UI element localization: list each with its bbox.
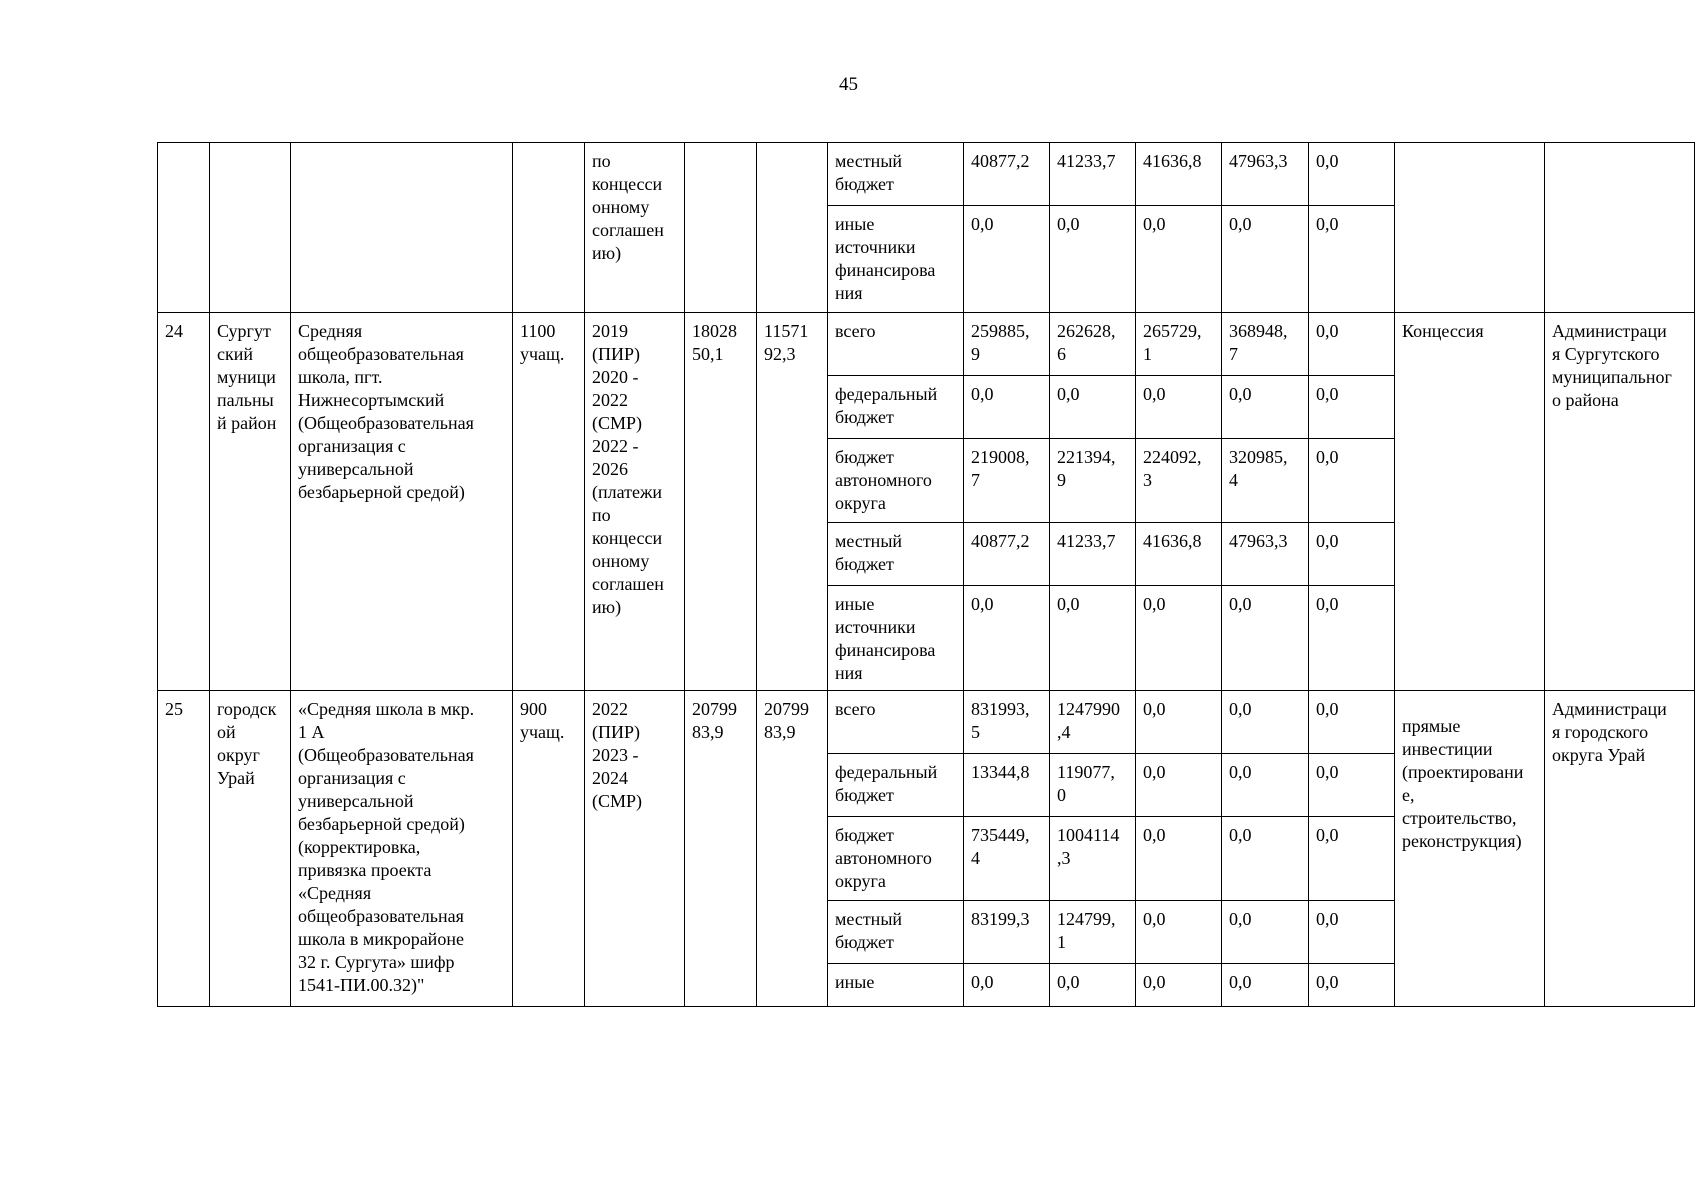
cell-line: учащ.	[520, 344, 565, 364]
cell-line: 0,0	[971, 594, 994, 614]
cell-line: 259885,	[971, 321, 1030, 341]
value-cell	[1222, 439, 1309, 523]
cell-line: 4	[971, 848, 980, 868]
cell-line: 2019	[592, 321, 628, 341]
cell-line: (Общеобразовательная	[298, 413, 474, 433]
cell-line: (ПИР)	[592, 344, 640, 364]
cell-line: 3	[1143, 470, 1152, 490]
cell-line: муници	[217, 367, 276, 387]
period-cell	[585, 313, 685, 691]
cell-line: 2022	[592, 699, 628, 719]
cell-line: универсальной	[298, 791, 414, 811]
value-cell	[1136, 901, 1222, 964]
cell-line: 2023 -	[592, 745, 639, 765]
value-cell	[1222, 691, 1309, 754]
cell-line: округа	[835, 493, 886, 513]
value-cell	[964, 376, 1050, 439]
object-cell	[291, 691, 513, 1007]
remaining-cost-cell	[757, 143, 828, 313]
funding-source-cell	[828, 817, 964, 901]
cell-line: 83,9	[692, 722, 724, 742]
investment-table	[157, 142, 1695, 1007]
cell-line: местный	[835, 531, 903, 551]
value-cell	[1050, 523, 1136, 586]
cell-line: 0,0	[1316, 531, 1339, 551]
value-cell	[964, 523, 1050, 586]
cell-line: школа, пгт.	[298, 367, 383, 387]
value-cell	[1222, 901, 1309, 964]
value-cell: 0,0	[1136, 206, 1222, 313]
cell-line: по	[592, 151, 611, 171]
cell-line: прямые	[1402, 716, 1461, 736]
total-cost-cell	[685, 143, 757, 313]
cell-line: онному	[592, 197, 650, 217]
cell-line: 0,0	[1316, 825, 1339, 845]
municipality-cell	[210, 143, 291, 313]
cell-line: 2022	[592, 390, 628, 410]
value-cell: 0,0	[964, 206, 1050, 313]
cell-line: 0,0	[1316, 384, 1339, 404]
cell-line: организация с	[298, 436, 406, 456]
cell-line: 50,1	[692, 344, 724, 364]
cell-line: бюджет	[835, 825, 894, 845]
cell-line: 18028	[692, 321, 737, 341]
cell-line: 1	[1143, 344, 1152, 364]
value-cell	[1309, 691, 1395, 754]
funding-source-cell	[828, 586, 964, 691]
cell-line: 900	[520, 699, 547, 719]
cell-line: общеобразовательная	[298, 906, 464, 926]
cell-line: 0,0	[1316, 762, 1339, 782]
cell-line: 0,0	[971, 384, 994, 404]
table-row	[158, 691, 1695, 754]
cell-line: (СМР)	[592, 413, 643, 433]
cell-line: округа Урай	[1552, 745, 1646, 765]
cell-line: 9	[1057, 470, 1066, 490]
cell-line: Сургут	[217, 321, 271, 341]
value-cell: 0,0	[1050, 206, 1136, 313]
value-cell	[1222, 313, 1309, 376]
cell-line: «Средняя	[298, 883, 372, 903]
cell-line: 0,0	[1143, 972, 1166, 992]
cell-line: 1247990	[1057, 699, 1120, 719]
cell-line: 9	[971, 344, 980, 364]
value-cell	[1136, 754, 1222, 817]
cell-line: источники	[835, 237, 916, 257]
funding-source-cell	[828, 206, 964, 313]
remaining-cost-cell	[757, 691, 828, 1007]
cell-line: округа	[835, 871, 886, 891]
cell-line: 0,0	[1143, 909, 1166, 929]
cell-line: 6	[1057, 344, 1066, 364]
table-row	[158, 143, 1695, 206]
cell-line: 221394,	[1057, 447, 1116, 467]
cell-line: по	[592, 505, 611, 525]
value-cell	[1136, 439, 1222, 523]
cell-line: финансирова	[835, 640, 936, 660]
value-cell	[1222, 376, 1309, 439]
cell-line: строительство,	[1402, 808, 1517, 828]
cell-line: 7	[1229, 344, 1238, 364]
cell-line: финансирова	[835, 260, 936, 280]
cell-line: Администраци	[1552, 321, 1667, 341]
funding-source-cell	[828, 143, 964, 206]
cell-line: 92,3	[764, 344, 796, 364]
value-cell	[1309, 817, 1395, 901]
value-cell	[1050, 691, 1136, 754]
cell-line: Урай	[217, 768, 255, 788]
cell-line: бюджет	[835, 785, 894, 805]
cell-line: (проектировани	[1402, 762, 1524, 782]
cell-line: округ	[217, 745, 260, 765]
cell-line: 41636,8	[1143, 531, 1202, 551]
value-cell	[1309, 754, 1395, 817]
cell-line: 0,0	[1143, 384, 1166, 404]
cell-line: ию)	[592, 597, 622, 617]
municipality-cell	[210, 691, 291, 1007]
cell-line: 2024	[592, 768, 628, 788]
cell-line: 20799	[692, 699, 737, 719]
value-cell	[964, 754, 1050, 817]
cell-line: автономного	[835, 848, 932, 868]
cell-line: концесси	[592, 528, 663, 548]
cell-line: (корректировка,	[298, 837, 421, 857]
cell-line: бюджет	[835, 407, 894, 427]
cell-line: 1 А	[298, 722, 325, 742]
funding-source-cell	[828, 754, 964, 817]
cell-line: 0,0	[1229, 594, 1252, 614]
value-cell	[1309, 964, 1395, 1007]
cell-line: пальны	[217, 390, 274, 410]
municipality-cell	[210, 313, 291, 691]
value-cell	[1309, 523, 1395, 586]
cell-line: 124799,	[1057, 909, 1116, 929]
funding-source-cell	[828, 439, 964, 523]
cell-line: 0,0	[1316, 972, 1339, 992]
value-cell	[1050, 754, 1136, 817]
cell-line: 32 г. Сургута» шифр	[298, 952, 455, 972]
cell-line: ,4	[1057, 722, 1071, 742]
cell-line: е,	[1402, 785, 1415, 805]
value-cell	[964, 817, 1050, 901]
cell-line: онному	[592, 551, 650, 571]
capacity-cell	[513, 313, 585, 691]
cell-line: бюджет	[835, 447, 894, 467]
cell-line: 24	[165, 321, 183, 341]
cell-line: всего	[835, 699, 876, 719]
value-cell	[1050, 964, 1136, 1007]
cell-line: 735449,	[971, 825, 1030, 845]
value-cell	[964, 439, 1050, 523]
cell-line: 0,0	[1143, 762, 1166, 782]
cell-line: федеральный	[835, 762, 938, 782]
cell-line: Администраци	[1552, 699, 1667, 719]
cell-line: 1004114	[1057, 825, 1120, 845]
value-cell	[1136, 586, 1222, 691]
cell-line: 0,0	[1229, 384, 1252, 404]
cell-line: 0,0	[1229, 825, 1252, 845]
cell-line: 1100	[520, 321, 556, 341]
cell-line: бюджет	[835, 932, 894, 952]
funding-source-cell	[828, 964, 964, 1007]
value-cell	[1222, 817, 1309, 901]
cell-line: Концессия	[1402, 321, 1484, 341]
cell-line: 0,0	[1143, 825, 1166, 845]
cell-line: (Общеобразовательная	[298, 745, 474, 765]
value-cell	[964, 691, 1050, 754]
cell-line: бюджет	[835, 174, 894, 194]
funding-source-cell	[828, 523, 964, 586]
funding-source-cell	[828, 313, 964, 376]
cell-line: 2026	[592, 459, 628, 479]
cell-line: 0,0	[971, 972, 994, 992]
cell-line: 0,0	[1057, 594, 1080, 614]
value-cell	[964, 313, 1050, 376]
cell-line: 47963,3	[1229, 531, 1288, 551]
cell-line: 1541-ПИ.00.32)"	[298, 975, 425, 995]
cell-line: я Сургутского	[1552, 344, 1660, 364]
cell-line: ой	[217, 722, 236, 742]
value-cell	[1050, 901, 1136, 964]
value-cell	[1222, 586, 1309, 691]
cell-line: 5	[971, 722, 980, 742]
value-cell: 41636,8	[1136, 143, 1222, 206]
cell-line: Средняя	[298, 321, 363, 341]
value-cell	[1050, 376, 1136, 439]
cell-line: 0,0	[1316, 594, 1339, 614]
cell-line: 7	[971, 470, 980, 490]
value-cell	[1136, 817, 1222, 901]
cell-line: 224092,	[1143, 447, 1202, 467]
cell-line: 0,0	[1229, 699, 1252, 719]
cell-line: 368948,	[1229, 321, 1288, 341]
cell-line: 11571	[764, 321, 809, 341]
cell-line: 83,9	[764, 722, 796, 742]
capacity-cell	[513, 143, 585, 313]
cell-line: 20799	[764, 699, 809, 719]
cell-line: бюджет	[835, 554, 894, 574]
value-cell: 0,0	[1222, 206, 1309, 313]
remaining-cost-cell	[757, 313, 828, 691]
cell-line: автономного	[835, 470, 932, 490]
value-cell	[1309, 439, 1395, 523]
cell-line: ния	[835, 663, 863, 683]
cell-line: 831993,	[971, 699, 1030, 719]
value-cell	[1050, 817, 1136, 901]
cell-line: федеральный	[835, 384, 938, 404]
num-cell	[158, 143, 210, 313]
cell-line: «Средняя школа в мкр.	[298, 699, 475, 719]
value-cell	[1050, 313, 1136, 376]
cell-line: организация с	[298, 768, 406, 788]
cell-line: привязка проекта	[298, 860, 432, 880]
page-number: 45	[839, 74, 858, 95]
cell-line: универсальной	[298, 459, 414, 479]
cell-line: всего	[835, 321, 876, 341]
cell-line: 262628,	[1057, 321, 1116, 341]
value-cell	[1222, 523, 1309, 586]
value-cell: 41233,7	[1050, 143, 1136, 206]
value-cell	[964, 586, 1050, 691]
value-cell	[1222, 754, 1309, 817]
total-cost-cell	[685, 691, 757, 1007]
cell-line: 0,0	[1316, 909, 1339, 929]
cell-line: (платежи	[592, 482, 663, 502]
cell-line: 0,0	[1229, 909, 1252, 929]
value-cell	[1136, 691, 1222, 754]
cell-line: й район	[217, 413, 277, 433]
capacity-cell	[513, 691, 585, 1007]
cell-line: ,3	[1057, 848, 1071, 868]
cell-line: местный	[835, 909, 903, 929]
value-cell	[1309, 901, 1395, 964]
mechanism-cell	[1395, 691, 1545, 1007]
funding-source-cell	[828, 691, 964, 754]
cell-line: 0,0	[1316, 699, 1339, 719]
num-cell	[158, 313, 210, 691]
cell-line: местный	[835, 151, 903, 171]
value-cell: 0,0	[1309, 143, 1395, 206]
cell-line: 41233,7	[1057, 531, 1116, 551]
cell-line: (ПИР)	[592, 722, 640, 742]
table-row	[158, 313, 1695, 376]
cell-line: концесси	[592, 174, 663, 194]
cell-line: муниципальног	[1552, 367, 1672, 387]
object-cell	[291, 313, 513, 691]
cell-line: 0,0	[1229, 972, 1252, 992]
cell-line: ию)	[592, 243, 622, 263]
cell-line: реконструкция)	[1402, 831, 1522, 851]
cell-line: я городского	[1552, 722, 1649, 742]
cell-line: иные	[835, 594, 875, 614]
cell-line: 25	[165, 699, 183, 719]
cell-line: учащ.	[520, 722, 565, 742]
cell-line: 0,0	[1057, 384, 1080, 404]
value-cell	[964, 901, 1050, 964]
cell-line: 119077,	[1057, 762, 1115, 782]
value-cell	[1309, 313, 1395, 376]
cell-line: 219008,	[971, 447, 1030, 467]
cell-line: (СМР)	[592, 791, 643, 811]
value-cell	[1136, 523, 1222, 586]
cell-line: соглашен	[592, 574, 664, 594]
cell-line: 0,0	[1316, 447, 1339, 467]
cell-line: Нижнесортымский	[298, 390, 445, 410]
responsible-cell	[1545, 313, 1695, 691]
cell-line: 1	[1057, 932, 1066, 952]
mechanism-cell	[1395, 143, 1545, 313]
value-cell	[1050, 586, 1136, 691]
value-cell	[1136, 964, 1222, 1007]
responsible-cell	[1545, 143, 1695, 313]
cell-line: 40877,2	[971, 531, 1030, 551]
cell-line: 0	[1057, 785, 1066, 805]
cell-line: 0,0	[1316, 321, 1339, 341]
value-cell	[964, 964, 1050, 1007]
value-cell	[1222, 964, 1309, 1007]
object-cell	[291, 143, 513, 313]
period-cell	[585, 691, 685, 1007]
total-cost-cell	[685, 313, 757, 691]
funding-source-cell	[828, 901, 964, 964]
cell-line: 0,0	[1143, 699, 1166, 719]
cell-line: иные	[835, 972, 875, 992]
cell-line: 2022 -	[592, 436, 639, 456]
cell-line: 0,0	[1143, 594, 1166, 614]
cell-line: 0,0	[1057, 972, 1080, 992]
value-cell: 47963,3	[1222, 143, 1309, 206]
value-cell: 0,0	[1309, 206, 1395, 313]
cell-line: 265729,	[1143, 321, 1202, 341]
value-cell	[1309, 586, 1395, 691]
cell-line: 83199,3	[971, 909, 1030, 929]
cell-line: безбарьерной средой)	[298, 814, 465, 834]
cell-line: школа в микрорайоне	[298, 929, 464, 949]
period-cell	[585, 143, 685, 313]
value-cell	[1136, 376, 1222, 439]
cell-line: источники	[835, 617, 916, 637]
value-cell	[1136, 313, 1222, 376]
mechanism-cell	[1395, 313, 1545, 691]
cell-line: иные	[835, 214, 875, 234]
value-cell: 40877,2	[964, 143, 1050, 206]
cell-line: 320985,	[1229, 447, 1288, 467]
cell-line: инвестиции	[1402, 739, 1493, 759]
responsible-cell	[1545, 691, 1695, 1007]
cell-line: 2020 -	[592, 367, 639, 387]
cell-line: безбарьерной средой)	[298, 482, 465, 502]
table-body	[158, 143, 1695, 1007]
cell-line: ский	[217, 344, 253, 364]
funding-source-cell	[828, 376, 964, 439]
cell-line: соглашен	[592, 220, 664, 240]
cell-line: 13344,8	[971, 762, 1030, 782]
cell-line: ния	[835, 283, 863, 303]
value-cell	[1050, 439, 1136, 523]
value-cell	[1309, 376, 1395, 439]
num-cell	[158, 691, 210, 1007]
cell-line: о района	[1552, 390, 1619, 410]
cell-line: городск	[217, 699, 277, 719]
cell-line: общеобразовательная	[298, 344, 464, 364]
cell-line: 0,0	[1229, 762, 1252, 782]
cell-line: 4	[1229, 470, 1238, 490]
